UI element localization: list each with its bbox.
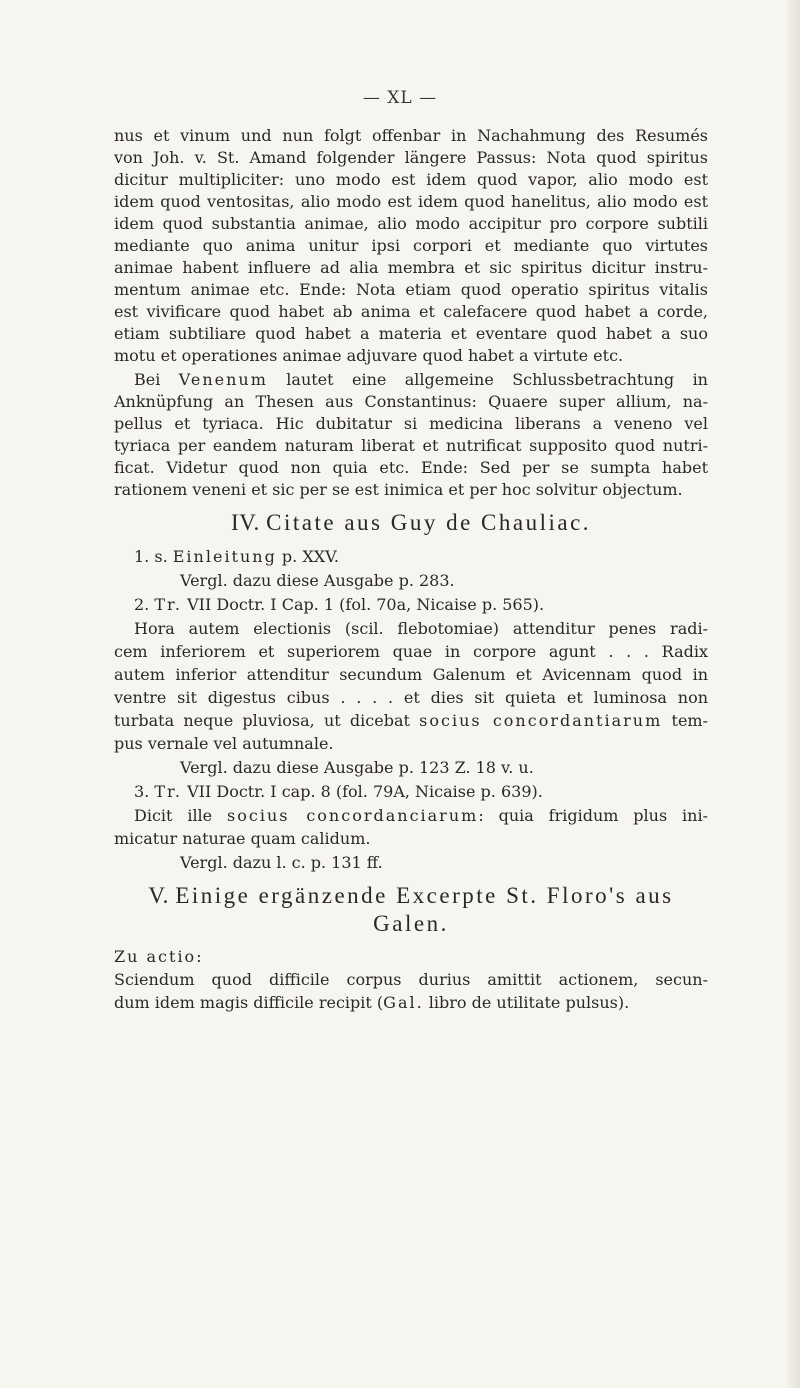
text-line: ficat. Videtur quod non quia etc. Ende: Sed per se sumpta habet [114, 458, 708, 477]
text-fragment: VII Doctr. I cap. 8 (fol. 79A, Nicaise p. 639). [182, 782, 543, 801]
section-title: Galen. [373, 911, 449, 936]
text-fragment: s. [154, 547, 173, 566]
text-line: ventre sit digestus cibus . . . . et dies sit quieta et luminosa non [114, 688, 708, 707]
spaced-term: Gal. [383, 993, 424, 1012]
citation-item-3 [134, 781, 543, 803]
item-number: 1. [134, 547, 150, 566]
spaced-term: Einleitung [172, 547, 277, 566]
section-title: Citate aus Guy de Chauliac. [266, 510, 592, 535]
text-fragment: turbata neque pluviosa, ut dicebat [114, 711, 420, 730]
text-line: nus et vinum und nun folgt offenbar in Nachahmung des Resumés [114, 126, 708, 145]
text-line: tyriaca per eandem naturam liberat et nutrificat supposito quod nutri- [114, 436, 708, 455]
section-numeral: IV. [230, 510, 260, 535]
text-line [134, 369, 708, 391]
text-line: cem inferiorem et superiorem quae in corpore agunt . . . Radix [114, 642, 708, 661]
item-number: 3. [134, 782, 150, 801]
text-line: pus vernale vel autumnale. [114, 734, 334, 753]
section-numeral: V. [148, 883, 169, 908]
text-line: Anknüpfung an Thesen aus Constantinus: Quaere super allium, na- [114, 392, 708, 411]
text-fragment: Dicit ille [134, 806, 228, 825]
text-line: idem quod substantia animae, alio modo accipitur pro corpore subtili [114, 214, 708, 233]
text-line: rationem veneni et sic per se est inimica et per hoc solvitur objectum. [114, 480, 683, 499]
spaced-term: Tr. [154, 782, 183, 801]
text-line: autem inferior attenditur secundum Galenum et Avicennam quod in [114, 665, 708, 684]
text-line: est vivificare quod habet ab anima et calefacere quod habet a corde, [114, 302, 708, 321]
text-line: etiam subtiliare quod habet a materia et eventare quod habet a suo [114, 324, 708, 343]
text-line: idem quod ventositas, alio modo est idem quod hanelitus, alio modo est [114, 192, 708, 211]
text-line [114, 710, 708, 732]
section-heading-v [114, 883, 708, 909]
text-line: von Joh. v. St. Amand folgender längere Passus: Nota quod spiritus [114, 148, 708, 167]
text-fragment: libro de utilitate pulsus). [423, 993, 630, 1012]
text-fragment: Bei [134, 370, 179, 389]
item-number: 2. [134, 595, 150, 614]
text-fragment: : quia frigidum plus ini- [478, 806, 708, 825]
text-fragment: dum idem magis difficile recipit ( [114, 993, 384, 1012]
text-fragment: lautet eine allgemeine Schlussbetrachtung in [267, 370, 708, 389]
reference-line: Vergl. dazu l. c. p. 131 ff. [180, 853, 383, 872]
section-title: Einige ergänzende Excerpte St. Floro's aus [175, 883, 674, 908]
text-line [134, 805, 708, 827]
text-line: micatur naturae quam calidum. [114, 829, 371, 848]
citation-item-1 [134, 546, 339, 568]
text-line: animae habent influere ad alia membra et sic spiritus dicitur instru- [114, 258, 708, 277]
text-line: dicitur multipliciter: uno modo est idem quod vapor, alio modo est [114, 170, 708, 189]
text-fragment: tem- [662, 711, 708, 730]
text-line: Hora autem electionis (scil. flebotomiae) attenditur penes radi- [134, 619, 708, 638]
text-fragment: VII Doctr. I Cap. 1 (fol. 70a, Nicaise p. 565). [182, 595, 545, 614]
spaced-term: Tr. [154, 595, 183, 614]
text-line: mediante quo anima unitur ipsi corpori et mediante quo virtutes [114, 236, 708, 255]
text-fragment: p. XXV. [276, 547, 339, 566]
spaced-term: socius concordanciarum [227, 806, 479, 825]
subheading: Zu actio: [114, 947, 204, 966]
reference-line: Vergl. dazu diese Ausgabe p. 283. [180, 571, 455, 590]
page-header: — XL — [362, 88, 438, 108]
text-line: Sciendum quod difficile corpus durius amittit actionem, secun- [114, 970, 708, 989]
spaced-term: Venenum [178, 370, 268, 389]
text-line: mentum animae etc. Ende: Nota etiam quod operatio spiritus vitalis [114, 280, 708, 299]
section-heading-iv [114, 510, 708, 536]
reference-line: Vergl. dazu diese Ausgabe p. 123 Z. 18 v. u. [180, 758, 534, 777]
text-line: pellus et tyriaca. Hic dubitatur si medicina liberans a veneno vel [114, 414, 708, 433]
spaced-term: socius concordantiarum [419, 711, 663, 730]
text-line [114, 992, 708, 1014]
section-title-continuation [114, 911, 708, 937]
citation-item-2 [134, 594, 544, 616]
text-line: motu et operationes animae adjuvare quod habet a virtute etc. [114, 346, 624, 365]
page-edge-shadow [788, 0, 800, 1388]
